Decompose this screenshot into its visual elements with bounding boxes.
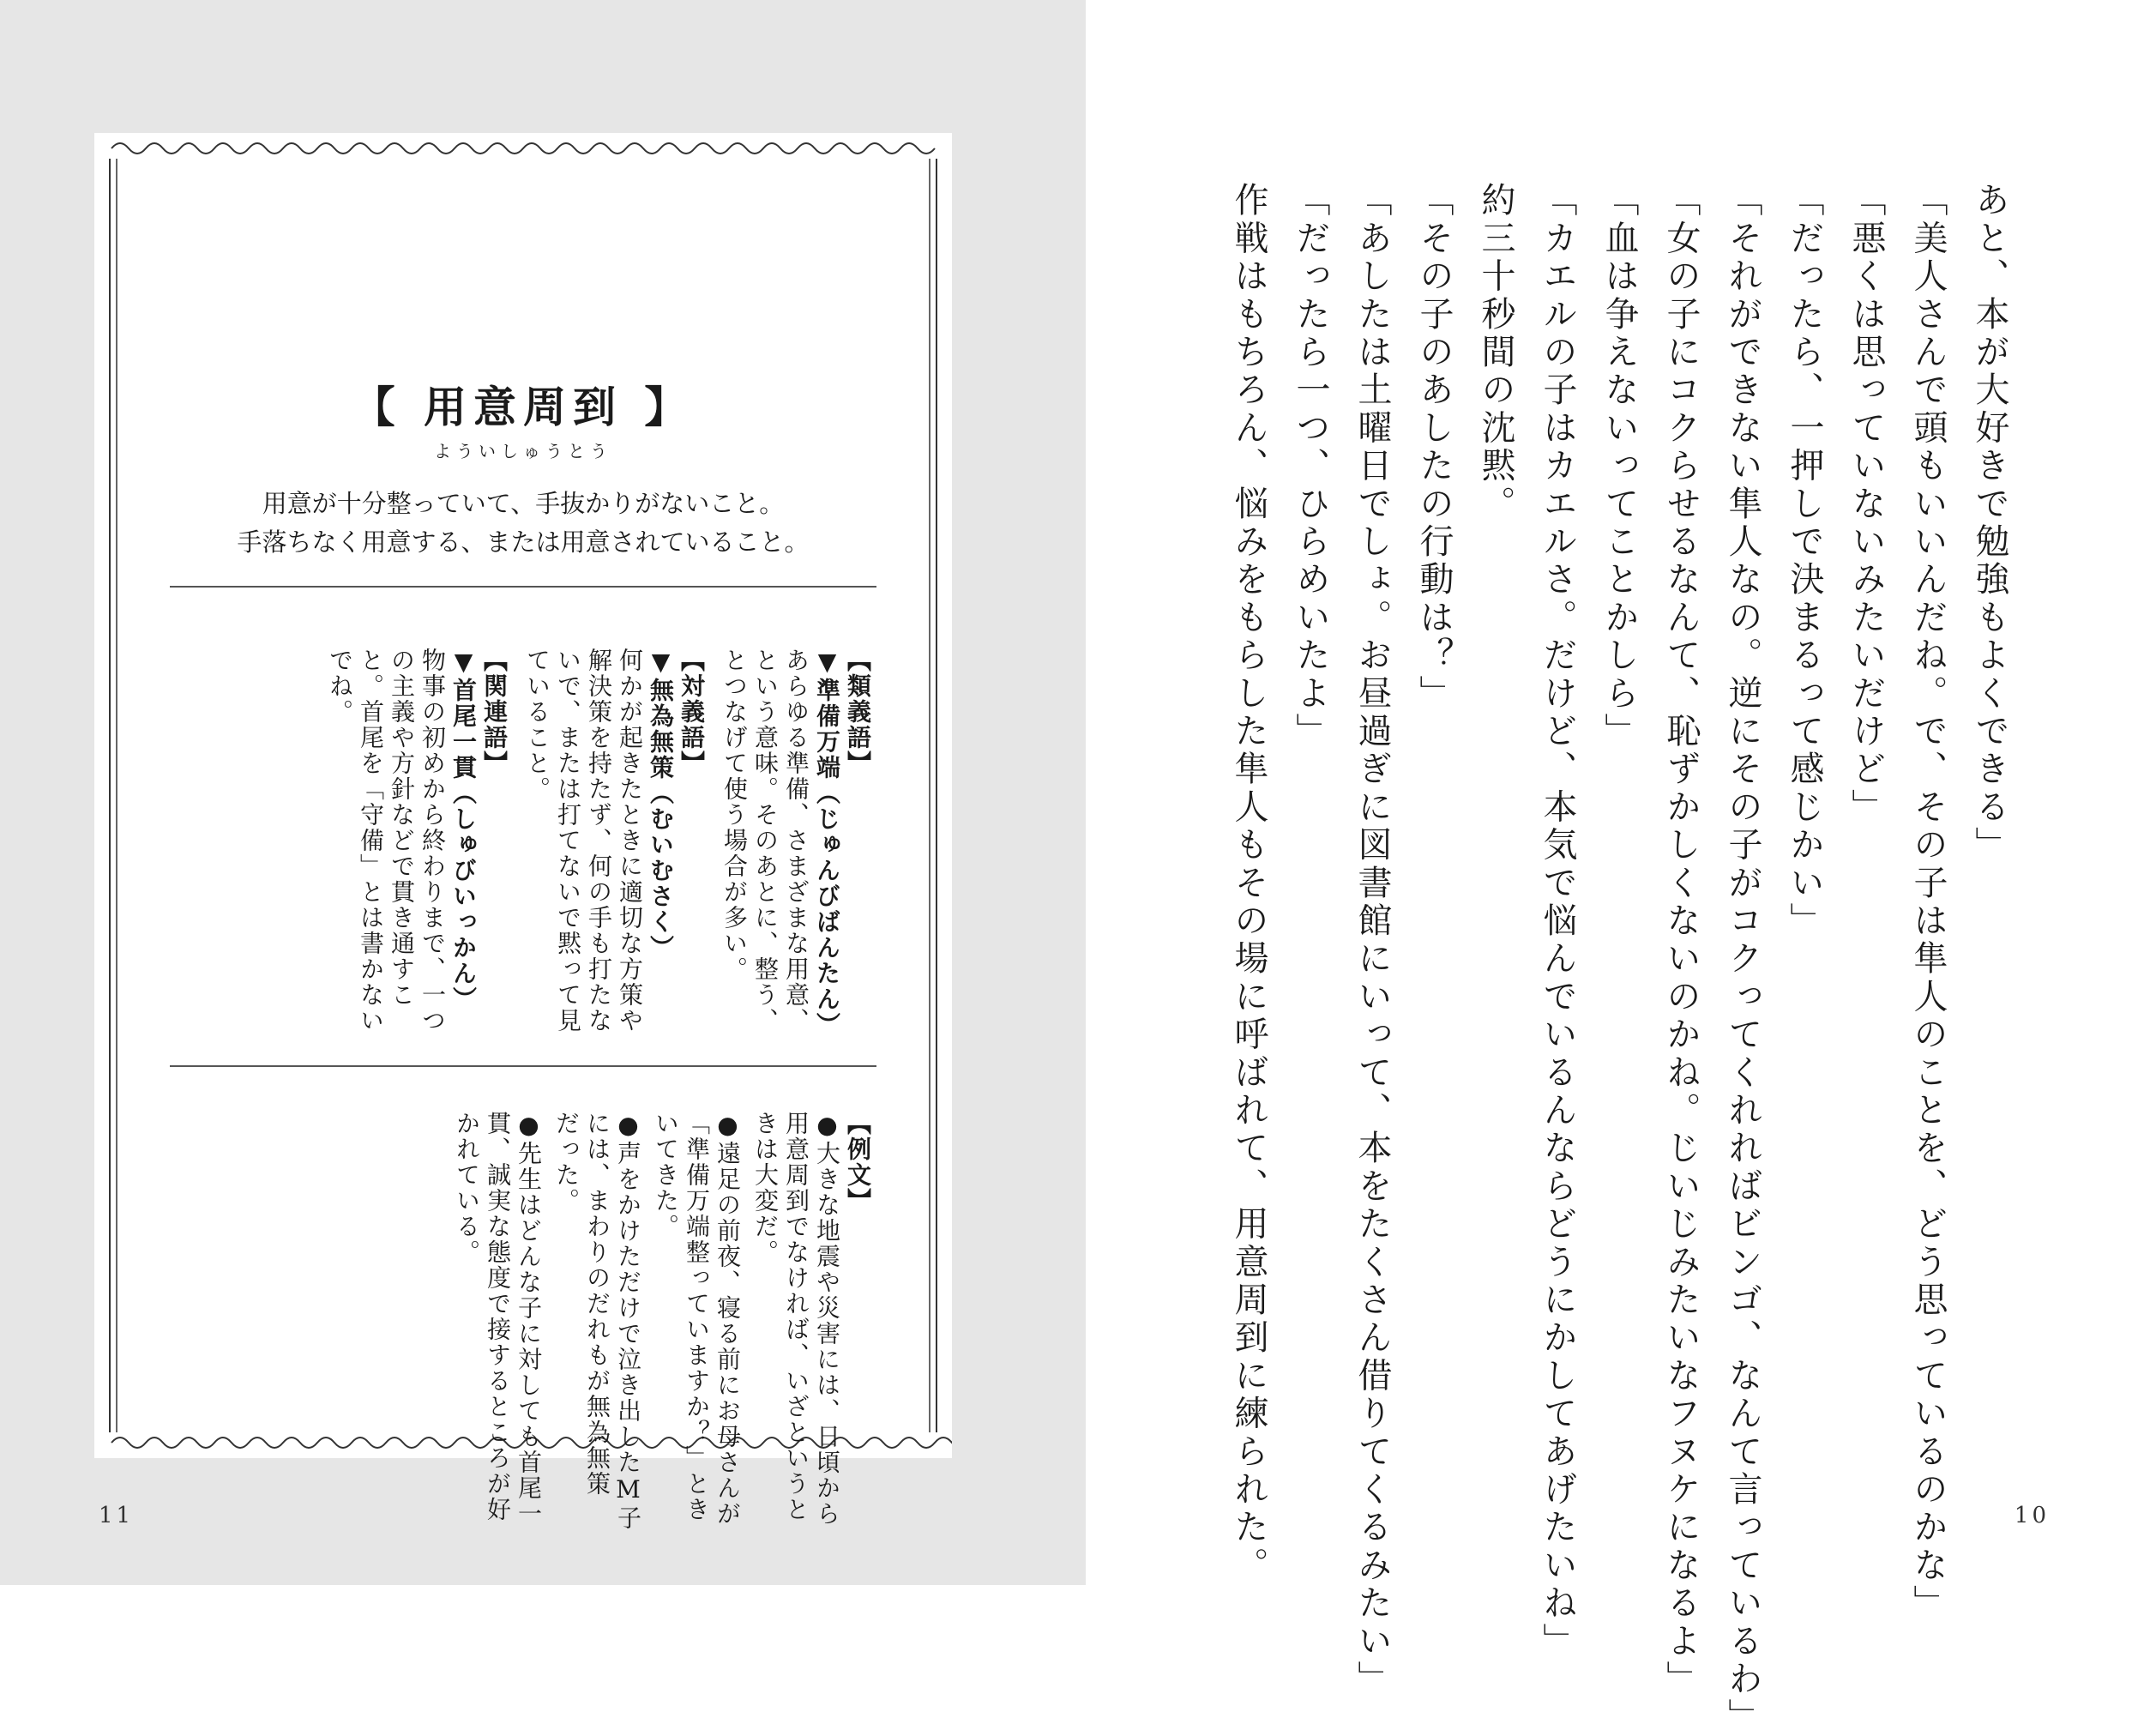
example-text-line: ●遠足の前夜、寝る前にお母さんが xyxy=(714,1111,742,1527)
body-text-column: 「悪くは思っていないみたいだけど」 xyxy=(1846,182,1886,827)
example-text-line: 貫、誠実な態度で接するところが好 xyxy=(484,1111,512,1522)
example-text-line: だった。 xyxy=(552,1111,581,1214)
glossary-text-line: とつなげて使う場合が多い。 xyxy=(720,648,749,982)
glossary-entry-heading: ▼首尾一貫（しゅびいっかん） xyxy=(449,648,478,1012)
glossary-text-line: あらゆる準備、さまざまな用意、 xyxy=(782,648,810,1034)
section-heading-related: 【関連語】 xyxy=(480,648,509,776)
section-heading-antonym: 【対義語】 xyxy=(678,648,706,776)
body-text-column: 「だったら一つ、ひらめいたよ」 xyxy=(1291,182,1330,750)
glossary-text-line: 物事の初めから終わりまで、一つ xyxy=(419,648,447,1034)
body-text-column: 「あしたは土曜日でしょ。お昼過ぎに図書館にいって、本をたくさん借りてくるみたい」 xyxy=(1352,182,1392,1698)
body-text-column: 約三十秒間の沈黙。 xyxy=(1476,182,1515,523)
divider xyxy=(170,1065,876,1067)
body-text-column: 「女の子にコクらせるなんて、恥ずかしくないのかね。じいじみたいなフヌケになるよ」 xyxy=(1661,182,1701,1698)
body-text-column: 「血は争えないってことかしら」 xyxy=(1599,182,1639,750)
example-text-line: 「準備万端整っていますか？」とき xyxy=(683,1111,711,1522)
glossary-text-line: でね。 xyxy=(326,648,354,725)
glossary-text-line: いで、または打てないで黙って見 xyxy=(554,648,582,1034)
example-text-line: きは大変だ。 xyxy=(751,1111,780,1265)
entry-title: 【 用意周到 】 xyxy=(352,382,695,432)
glossary-text-line: 解決策を持たず、何の手も打たな xyxy=(585,648,613,1034)
example-text-line: 用意周到でなければ、いざというと xyxy=(782,1111,810,1522)
example-text-line: ●先生はどんな子に対しても首尾一 xyxy=(515,1111,543,1527)
example-text-line: いてきた。 xyxy=(652,1111,680,1239)
right-page xyxy=(1086,0,2144,1736)
body-text-column: 作戦はもちろん、悩みをもらした隼人もその場に呼ばれて、用意周到に練られた。 xyxy=(1229,182,1268,1585)
page-number-right: 10 xyxy=(2014,1503,2050,1528)
divider xyxy=(170,586,876,588)
definition-line: 用意が十分整っていて、手抜かりがないこと。 xyxy=(262,489,785,518)
example-text-line: には、まわりのだれもが無為無策 xyxy=(583,1111,611,1497)
left-page xyxy=(0,0,1086,1585)
example-text-line: かれている。 xyxy=(453,1111,481,1265)
body-text-column: 「その子のあしたの行動は？」 xyxy=(1414,182,1454,713)
example-text-line: ●大きな地震や災害には、日頃から xyxy=(813,1111,841,1527)
glossary-text-line: という意味。そのあとに、整う、 xyxy=(751,648,780,1034)
body-text-column: 「それができない隼人なの。逆にその子がコクってくれればビンゴ、なんて言っているわ」 xyxy=(1723,182,1762,1736)
example-text-line: ●声をかけただけで泣き出したM子 xyxy=(614,1111,642,1531)
section-heading-synonym: 【類義語】 xyxy=(844,648,872,776)
glossary-text-line: 何かが起きたときに適切な方策や xyxy=(616,648,644,1034)
glossary-text-line: と。首尾を「守備」とは書かない xyxy=(357,648,385,1034)
body-text-column: 「カエルの子はカエルさ。だけど、本気で悩んでいるんならどうにかしてあげたいね」 xyxy=(1538,182,1577,1661)
body-text-column: 「だったら、一押しで決まるって感じかい」 xyxy=(1785,182,1824,940)
glossary-text-line: の主義や方針などで貫き通すこ xyxy=(388,648,416,1008)
definition-line: 手落ちなく用意する、または用意されていること。 xyxy=(237,527,810,557)
page-number-left: 11 xyxy=(99,1503,135,1528)
glossary-entry-heading: ▼準備万端（じゅんびばんたん） xyxy=(813,648,841,1038)
glossary-entry-heading: ▼無為無策（むいむさく） xyxy=(647,648,675,961)
body-text-column: 「美人さんで頭もいいんだね。で、その子は隼人のことを、どう思っているのかな」 xyxy=(1908,182,1948,1623)
entry-reading: よういしゅうとう xyxy=(434,441,612,461)
body-text-column: あと、本が大好きで勉強もよくできる」 xyxy=(1970,182,2009,865)
glossary-text-line: ていること。 xyxy=(523,648,551,802)
section-heading-examples: 【例文】 xyxy=(844,1111,872,1214)
